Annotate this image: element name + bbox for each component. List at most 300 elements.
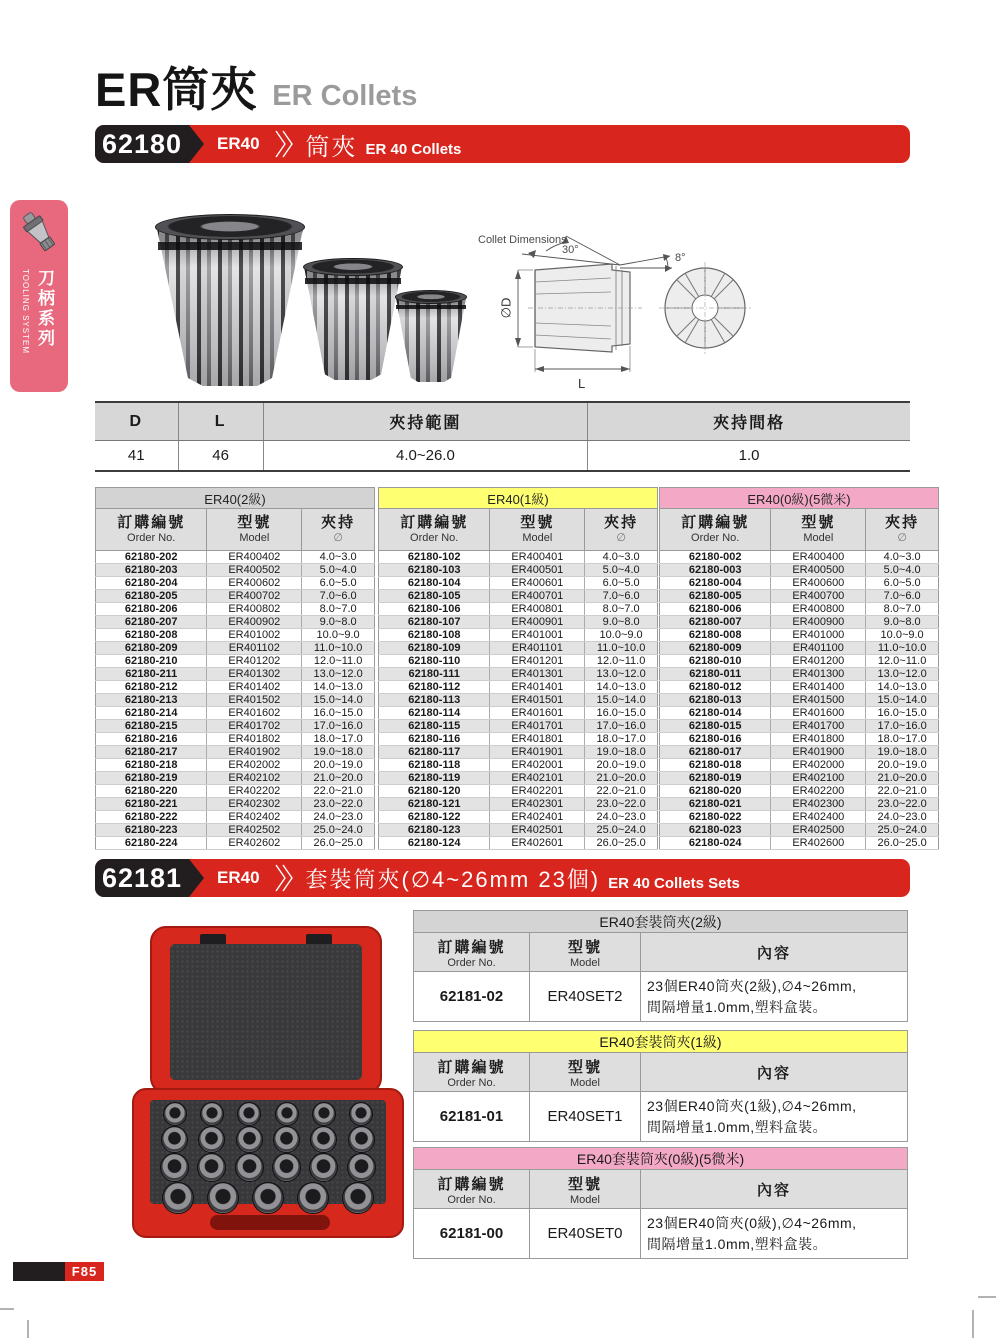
crop-mark (978, 1296, 996, 1298)
cell: ER401902 (207, 746, 302, 759)
cell: 62180-004 (660, 577, 771, 590)
cell: ER402200 (771, 785, 866, 798)
content-line: 23個ER40筒夾(2級),∅4~26mm, (647, 978, 857, 995)
table-row (379, 577, 658, 590)
cell: 62180-018 (660, 759, 771, 772)
chevron-divider-icon (274, 129, 294, 159)
cell: 62180-209 (96, 642, 207, 655)
cell: ER401800 (771, 733, 866, 746)
cell: ER400700 (771, 590, 866, 603)
cell: 62180-224 (96, 837, 207, 850)
table-row (379, 694, 658, 707)
table-row (96, 681, 375, 694)
table-row (660, 681, 939, 694)
cell: 7.0~6.0 (302, 590, 375, 603)
cell: 62180-218 (96, 759, 207, 772)
cell: 19.0~18.0 (585, 746, 658, 759)
column-header-model (529, 1170, 640, 1208)
table-row (660, 564, 939, 577)
cell: ER401601 (490, 707, 585, 720)
column-header-order (660, 509, 770, 550)
cell: 14.0~13.0 (302, 681, 375, 694)
cell: 25.0~24.0 (585, 824, 658, 837)
cell: ER402502 (207, 824, 302, 837)
cell: 62180-112 (379, 681, 490, 694)
cell: 13.0~12.0 (302, 668, 375, 681)
crop-mark (0, 1308, 14, 1310)
cell: 62180-204 (96, 577, 207, 590)
column-header-order (414, 1053, 529, 1091)
product-code: 62180 (101, 128, 183, 159)
cell: 25.0~24.0 (866, 824, 939, 837)
cell: 9.0~8.0 (866, 616, 939, 629)
content-cell (640, 1092, 907, 1141)
footer-bar (13, 1262, 104, 1281)
table-row (413, 1209, 908, 1259)
table-row (379, 733, 658, 746)
cell: ER400800 (771, 603, 866, 616)
cell: 62180-110 (379, 655, 490, 668)
table-row (96, 824, 375, 837)
table-row (96, 720, 375, 733)
table-row (96, 590, 375, 603)
column-header-model (206, 509, 301, 550)
column-header: D (95, 402, 178, 441)
table-row (660, 616, 939, 629)
table-row (379, 681, 658, 694)
cell: 9.0~8.0 (585, 616, 658, 629)
cell: 7.0~6.0 (585, 590, 658, 603)
model-no: ER40SET1 (529, 1092, 640, 1141)
table-row (379, 798, 658, 811)
column-header-en: Model (803, 532, 834, 545)
cell: ER401700 (771, 720, 866, 733)
cell: 62180-221 (96, 798, 207, 811)
collet-set-case-photo (122, 912, 414, 1247)
cell: ER401002 (207, 629, 302, 642)
table-row (660, 798, 939, 811)
column-header-zh: 訂購編號 (437, 1175, 506, 1193)
column-header-zh: 訂購編號 (400, 514, 469, 532)
table-row (96, 616, 375, 629)
table-row (660, 759, 939, 772)
cell: ER400400 (771, 551, 866, 564)
table-row (660, 772, 939, 785)
cell: 24.0~23.0 (302, 811, 375, 824)
table-row (96, 551, 375, 564)
cell: 46 (178, 441, 263, 472)
cell: 20.0~19.0 (585, 759, 658, 772)
order-no: 62181-01 (439, 1108, 504, 1125)
cell: 62180-105 (379, 590, 490, 603)
cell: 12.0~11.0 (866, 655, 939, 668)
cell: 62180-016 (660, 733, 771, 746)
collet-groove (305, 278, 401, 284)
collet-row (150, 1126, 386, 1153)
table-row (660, 551, 939, 564)
cell: 26.0~25.0 (866, 837, 939, 850)
cell: ER401600 (771, 707, 866, 720)
cell: 62180-011 (660, 668, 771, 681)
table-row (660, 629, 939, 642)
column-header-zh: 夾持 (885, 514, 920, 532)
case-lid-foam (170, 944, 362, 1080)
column-header-zh: 訂購編號 (117, 514, 186, 532)
cell: 16.0~15.0 (866, 707, 939, 720)
cell: 62180-121 (379, 798, 490, 811)
cell: 62180-212 (96, 681, 207, 694)
collet-row (150, 1153, 386, 1182)
cell: 62180-219 (96, 772, 207, 785)
cell: 62180-020 (660, 785, 771, 798)
dimension-table (95, 401, 910, 472)
cell: ER402401 (490, 811, 585, 824)
cell: 21.0~20.0 (585, 772, 658, 785)
cell: 18.0~17.0 (585, 733, 658, 746)
cell: 62180-107 (379, 616, 490, 629)
content-line: 間隔增量1.0mm,塑料盒裝。 (647, 1235, 828, 1252)
cell: 62180-015 (660, 720, 771, 733)
cell: 15.0~14.0 (585, 694, 658, 707)
column-header: 夾持範圍 (263, 402, 587, 441)
column-header-en: Model (239, 532, 270, 545)
table-row (660, 720, 939, 733)
cell: 6.0~5.0 (866, 577, 939, 590)
collet-rim (395, 290, 467, 304)
table-row (379, 707, 658, 720)
column-header-order (414, 933, 529, 971)
diagram-drawing (470, 220, 780, 405)
cell: ER400502 (207, 564, 302, 577)
table-title: ER40套裝筒夾(2級) (413, 910, 908, 932)
spec-table-grade0 (659, 487, 939, 850)
cell: 62180-207 (96, 616, 207, 629)
cell: 62180-123 (379, 824, 490, 837)
order-no: 62181-00 (439, 1225, 504, 1242)
table-row (96, 707, 375, 720)
cell: 20.0~19.0 (866, 759, 939, 772)
cell: 17.0~16.0 (585, 720, 658, 733)
cell: 17.0~16.0 (866, 720, 939, 733)
series-label: ER40 (217, 868, 260, 887)
cell: 5.0~4.0 (585, 564, 658, 577)
table-row (379, 629, 658, 642)
cell: ER401100 (771, 642, 866, 655)
series-tab-label-en: TOOLING SYSTEM (21, 269, 30, 354)
cell: ER401702 (207, 720, 302, 733)
table-row (96, 629, 375, 642)
case-handle-cutout (210, 1215, 330, 1230)
cell: ER401502 (207, 694, 302, 707)
column-header-en: Order No. (447, 1193, 496, 1206)
column-header-content (640, 1170, 907, 1208)
cell: 62180-203 (96, 564, 207, 577)
table-row (379, 759, 658, 772)
crop-mark (27, 1320, 29, 1338)
cell: ER401901 (490, 746, 585, 759)
table-row (413, 972, 908, 1022)
footer-page-label: F85 (65, 1262, 104, 1281)
cell: 19.0~18.0 (866, 746, 939, 759)
cell: 62180-213 (96, 694, 207, 707)
cell: ER402202 (207, 785, 302, 798)
table-row (96, 564, 375, 577)
column-header-zh: 型號 (567, 938, 602, 956)
cell: 8.0~7.0 (585, 603, 658, 616)
column-header-model (489, 509, 584, 550)
cell: ER400601 (490, 577, 585, 590)
series-tab-labels (21, 269, 57, 392)
table-row (379, 564, 658, 577)
banner-body (217, 859, 900, 897)
cell: 12.0~11.0 (585, 655, 658, 668)
case-base (132, 1088, 404, 1238)
cell: ER402302 (207, 798, 302, 811)
cell: ER400402 (207, 551, 302, 564)
table-row (660, 824, 939, 837)
table-row (96, 772, 375, 785)
table-row (660, 707, 939, 720)
cell: ER401900 (771, 746, 866, 759)
cell: 21.0~20.0 (302, 772, 375, 785)
cell: 4.0~3.0 (585, 551, 658, 564)
length-label: L (578, 376, 586, 391)
cell: ER400500 (771, 564, 866, 577)
cell: 62180-005 (660, 590, 771, 603)
table-row (660, 733, 939, 746)
banner-body (217, 125, 900, 163)
diameter-symbol: ∅ (333, 532, 343, 545)
cell: ER401602 (207, 707, 302, 720)
cell: 23.0~22.0 (866, 798, 939, 811)
cell: 62180-021 (660, 798, 771, 811)
column-header-model (529, 933, 640, 971)
cell: 62180-104 (379, 577, 490, 590)
cell: ER402102 (207, 772, 302, 785)
cell: ER402300 (771, 798, 866, 811)
cell: 62180-022 (660, 811, 771, 824)
table-row (379, 551, 658, 564)
collet-photo-large (155, 214, 305, 386)
cell: ER401200 (771, 655, 866, 668)
table-row (413, 1092, 908, 1142)
cell: 62180-118 (379, 759, 490, 772)
column-header-content (640, 1053, 907, 1091)
cell: 15.0~14.0 (302, 694, 375, 707)
cell: ER400901 (490, 616, 585, 629)
cell: 23.0~22.0 (302, 798, 375, 811)
cell: ER402500 (771, 824, 866, 837)
cell: 62180-205 (96, 590, 207, 603)
cell: 62180-019 (660, 772, 771, 785)
cell: 1.0 (588, 441, 910, 472)
cell: 62180-124 (379, 837, 490, 850)
table-row (96, 642, 375, 655)
cell: 10.0~9.0 (302, 629, 375, 642)
table-row (96, 694, 375, 707)
table-row (379, 824, 658, 837)
table-row (379, 837, 658, 850)
cell: 16.0~15.0 (302, 707, 375, 720)
cell: 62180-108 (379, 629, 490, 642)
cell: 10.0~9.0 (585, 629, 658, 642)
cell: 62180-119 (379, 772, 490, 785)
cell: 5.0~4.0 (866, 564, 939, 577)
column-header-zh: 內容 (756, 1181, 791, 1199)
cell: 6.0~5.0 (302, 577, 375, 590)
cell: 62180-208 (96, 629, 207, 642)
column-header-clamp (584, 509, 657, 550)
cell: 10.0~9.0 (866, 629, 939, 642)
cell: ER401500 (771, 694, 866, 707)
cell: 62180-003 (660, 564, 771, 577)
column-header-content (640, 933, 907, 971)
cell: 62180-114 (379, 707, 490, 720)
cell: 62180-120 (379, 785, 490, 798)
cell: 62180-006 (660, 603, 771, 616)
table-header (95, 508, 375, 551)
cell: 62180-106 (379, 603, 490, 616)
cell: 19.0~18.0 (302, 746, 375, 759)
collet-rim (155, 214, 305, 240)
table-row (379, 668, 658, 681)
cell: 62180-210 (96, 655, 207, 668)
banner-title-en: ER 40 Collets Sets (608, 874, 740, 892)
spec-table-grade1 (378, 487, 658, 850)
table-row (96, 798, 375, 811)
cell: 62180-223 (96, 824, 207, 837)
angle-8-label: 8° (675, 252, 686, 264)
cell: ER400900 (771, 616, 866, 629)
cell: 62180-217 (96, 746, 207, 759)
chevron-divider-icon (274, 863, 294, 893)
table-row (96, 811, 375, 824)
column-header-en: Model (570, 1193, 600, 1206)
cell: 62180-007 (660, 616, 771, 629)
column-header-zh: 型號 (520, 514, 555, 532)
table-row (379, 642, 658, 655)
cell: 25.0~24.0 (302, 824, 375, 837)
content-line: 23個ER40筒夾(0級),∅4~26mm, (647, 1215, 857, 1232)
cell: 15.0~14.0 (866, 694, 939, 707)
table-row (660, 655, 939, 668)
cell: ER401701 (490, 720, 585, 733)
table-row (96, 603, 375, 616)
table-row (379, 811, 658, 824)
table-header (413, 932, 908, 972)
cell: ER402002 (207, 759, 302, 772)
cell: 24.0~23.0 (866, 811, 939, 824)
table-row (660, 642, 939, 655)
cell: ER402602 (207, 837, 302, 850)
series-tab-tooling-system (10, 200, 68, 392)
cell: ER400501 (490, 564, 585, 577)
table-row (96, 759, 375, 772)
cell: 26.0~25.0 (302, 837, 375, 850)
cell: ER401401 (490, 681, 585, 694)
column-header-order (379, 509, 489, 550)
column-header-zh: 夾持 (604, 514, 639, 532)
content-line: 間隔增量1.0mm,塑料盒裝。 (647, 1118, 828, 1135)
column-header-model (770, 509, 865, 550)
collet-groove (396, 305, 465, 310)
cell: ER401201 (490, 655, 585, 668)
cell: 62180-211 (96, 668, 207, 681)
cell: 6.0~5.0 (585, 577, 658, 590)
cell: 62180-115 (379, 720, 490, 733)
cell: 62180-202 (96, 551, 207, 564)
table-row (660, 746, 939, 759)
model-no: ER40SET0 (529, 1209, 640, 1258)
column-header-zh: 型號 (567, 1175, 602, 1193)
page-title-en: ER Collets (272, 80, 418, 113)
table-row (660, 577, 939, 590)
cell: 14.0~13.0 (866, 681, 939, 694)
cell: ER402000 (771, 759, 866, 772)
dimension-table-row (95, 441, 910, 472)
collet-row (150, 1102, 386, 1126)
column-header-en: Order No. (127, 532, 176, 545)
cell: 62180-215 (96, 720, 207, 733)
cell: 26.0~25.0 (585, 837, 658, 850)
cell: ER401101 (490, 642, 585, 655)
product-code-badge (95, 859, 189, 897)
page-title-zh: ER筒夾 (95, 63, 259, 116)
set-table-grade0 (413, 1147, 908, 1259)
banner-title-zh: 套裝筒夾(∅4~26mm 23個) (305, 866, 601, 892)
column-header-zh: 夾持 (321, 514, 356, 532)
collet-row (150, 1182, 386, 1214)
table-header (413, 1052, 908, 1092)
column-header-en: Model (522, 532, 553, 545)
cell: 8.0~7.0 (866, 603, 939, 616)
set-table-grade2 (413, 910, 908, 1022)
cell: ER402501 (490, 824, 585, 837)
cell: ER402600 (771, 837, 866, 850)
table-row (96, 785, 375, 798)
column-header-zh: 訂購編號 (437, 1058, 506, 1076)
cell: 62180-023 (660, 824, 771, 837)
dimension-table-header (95, 402, 910, 441)
table-row (96, 655, 375, 668)
column-header-zh: 訂購編號 (437, 938, 506, 956)
cell: ER402301 (490, 798, 585, 811)
cell: 22.0~21.0 (866, 785, 939, 798)
cell: 62180-103 (379, 564, 490, 577)
cell: ER402100 (771, 772, 866, 785)
column-header-en: Model (570, 956, 600, 969)
cell: 11.0~10.0 (866, 642, 939, 655)
column-header-order (414, 1170, 529, 1208)
cell: 62180-010 (660, 655, 771, 668)
crop-mark (972, 1310, 974, 1338)
banner-62180 (95, 125, 910, 163)
cell: 5.0~4.0 (302, 564, 375, 577)
table-row (379, 720, 658, 733)
cell: 62180-014 (660, 707, 771, 720)
cell: 4.0~26.0 (263, 441, 587, 472)
table-title: ER40(1級) (378, 487, 658, 508)
cell: ER402400 (771, 811, 866, 824)
cell: 12.0~11.0 (302, 655, 375, 668)
cell: 62180-214 (96, 707, 207, 720)
column-header-clamp (865, 509, 938, 550)
cell: ER400801 (490, 603, 585, 616)
cell: 62180-109 (379, 642, 490, 655)
diameter-symbol: ∅ (616, 532, 626, 545)
table-row (96, 733, 375, 746)
cell: 7.0~6.0 (866, 590, 939, 603)
